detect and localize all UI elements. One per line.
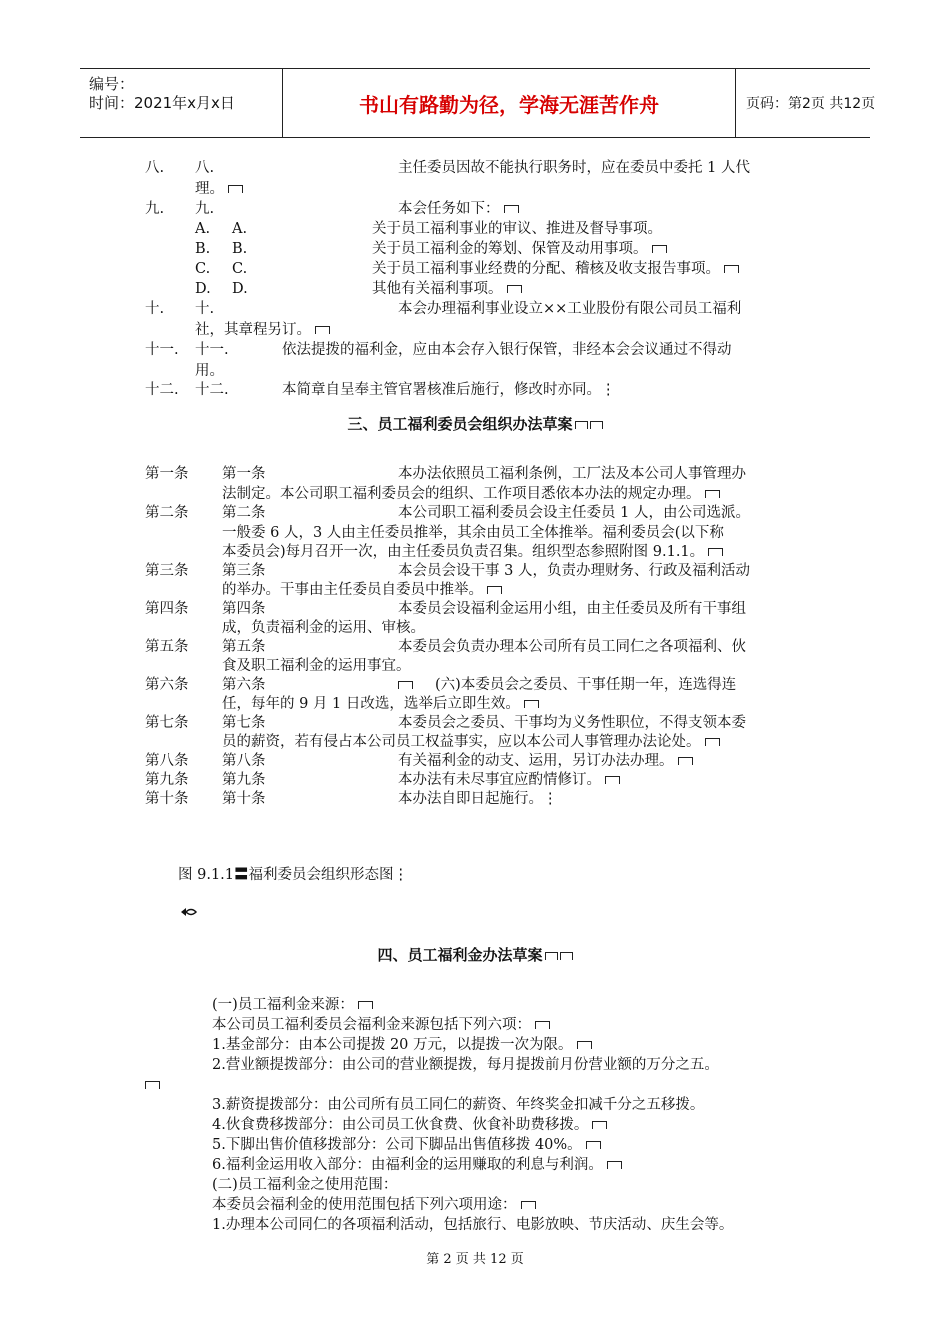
item-num: 十. (145, 301, 165, 317)
paragraph-mark-icon (504, 205, 519, 213)
header-page-info: 页码：第2页 共12页 (746, 96, 876, 112)
paragraph-mark-icon (575, 421, 588, 429)
task-letter-dup: D. (232, 281, 248, 297)
figure-caption: 图 9.1.1〓福利委员会组织形态图⋮ (178, 867, 409, 883)
paragraph-mark-icon (145, 1076, 160, 1094)
paragraph-mark-icon (708, 548, 723, 556)
item-num: 十一. (145, 342, 179, 358)
task-text: 关于员工福利金的筹划、保管及动用事项。 (372, 240, 667, 258)
body-line: 1.办理本公司同仁的各项福利活动，包括旅行、电影放映、节庆活动、庆生会等。 (212, 1217, 734, 1233)
paragraph-mark-icon (705, 738, 720, 746)
task-letter: D. (195, 281, 211, 297)
task-letter: B. (195, 241, 211, 257)
task-letter: C. (195, 261, 211, 277)
header-meta (80, 69, 283, 137)
doc-time: 时间：2021年x月x日 (89, 94, 235, 112)
article-text: 本办法自即日起施行。⋮ (398, 791, 558, 807)
article-num: 第九条 (145, 772, 189, 788)
item-text: 本会办理福利事业设立××工业股份有限公司员工福利 (398, 301, 742, 317)
task-letter-dup: C. (232, 261, 248, 277)
article-text: 本办法依照员工福利条例，工厂法及本公司人事管理办 (398, 466, 746, 482)
article-num: 第七条 (145, 715, 189, 731)
article-num-dup: 第一条 (222, 466, 266, 482)
body-line: 1.基金部分：由本公司提拨 20 万元，以提拨一次为限。 (212, 1036, 592, 1054)
item-num-dup: 十二. (195, 382, 229, 398)
item-num: 八. (145, 160, 165, 176)
article-num: 第一条 (145, 466, 189, 482)
anchor-icon (180, 906, 198, 921)
paragraph-mark-icon (521, 1201, 536, 1209)
item-num-dup: 十一. (195, 342, 229, 358)
article-num-dup: 第六条 (222, 677, 266, 693)
item-text: 依法提拨的福利金，应由本会存入银行保管，非经本会会议通过不得动 (282, 342, 732, 358)
task-text: 其他有关福利事项。 (372, 280, 522, 298)
article-line: 任，每年的 9 月 1 日改选，选举后立即生效。 (222, 695, 539, 713)
article-num: 第六条 (145, 677, 189, 693)
article-text: 本委员会之委员、干事均为义务性职位，不得支领本委 (398, 715, 746, 731)
paragraph-mark-icon (398, 681, 413, 689)
paragraph-mark-icon (678, 757, 693, 765)
article-num: 第二条 (145, 505, 189, 521)
paragraph-mark-icon (560, 952, 573, 960)
item-num-dup: 九. (195, 201, 215, 217)
item-text: 本会任务如下： (398, 200, 519, 218)
paragraph-mark-icon (487, 586, 502, 594)
task-letter-dup: B. (232, 241, 248, 257)
paragraph-mark-icon (315, 326, 330, 334)
article-num-dup: 第七条 (222, 715, 266, 731)
article-line: 一般委 6 人，3 人由主任委员推举，其余由员工全体推举。福利委员会(以下称 (222, 525, 724, 541)
article-num-dup: 第三条 (222, 563, 266, 579)
paragraph-mark-icon (605, 776, 620, 784)
header-motto: 书山有路勤为径，学海无涯苦作舟 (283, 69, 736, 137)
paragraph-mark-icon (592, 1121, 607, 1129)
article-text: (六)本委员会之委员、干事任期一年，连选得连 (398, 676, 736, 694)
article-text: 本委员会负责办理本公司所有员工同仁之各项福利、伙 (398, 639, 746, 655)
article-num-dup: 第二条 (222, 505, 266, 521)
task-text: 关于员工福利事业经费的分配、稽核及收支报告事项。 (372, 260, 739, 278)
body-line: (二)员工福利金之使用范围： (212, 1177, 398, 1193)
paragraph-mark-icon (577, 1041, 592, 1049)
article-line: 成，负责福利金的运用、审核。 (222, 620, 425, 636)
item-text-cont: 社，其章程另订。 (195, 321, 330, 339)
article-text: 本委员会设福利金运用小组，由主任委员及所有干事组 (398, 601, 746, 617)
paragraph-mark-icon (590, 421, 603, 429)
item-text-cont: 理。 (195, 180, 243, 198)
section-title: 四、员工福利金办法草案 (0, 944, 950, 965)
item-num: 九. (145, 201, 165, 217)
article-num: 第四条 (145, 601, 189, 617)
article-num-dup: 第十条 (222, 791, 266, 807)
article-line: 的举办。干事由主任委员自委员中推举。 (222, 581, 502, 599)
paragraph-mark-icon (524, 700, 539, 708)
article-num-dup: 第九条 (222, 772, 266, 788)
body-line: 5.下脚出售价值移拨部分：公司下脚品出售值移拨 40%。 (212, 1136, 601, 1154)
article-num: 第八条 (145, 753, 189, 769)
item-num-dup: 八. (195, 160, 215, 176)
paragraph-mark-icon (724, 265, 739, 273)
article-text: 本公司职工福利委员会设主任委员 1 人，由公司选派。 (398, 505, 750, 521)
item-text-cont: 用。 (195, 363, 224, 379)
article-num: 第五条 (145, 639, 189, 655)
article-line: 食及职工福利金的运用事宜。 (222, 658, 411, 674)
page-footer: 第 2 页 共 12 页 (426, 1252, 524, 1267)
paragraph-mark-icon (358, 1001, 373, 1009)
article-num-dup: 第五条 (222, 639, 266, 655)
paragraph-mark-icon (535, 1021, 550, 1029)
article-num-dup: 第八条 (222, 753, 266, 769)
article-num-dup: 第四条 (222, 601, 266, 617)
paragraph-mark-icon (507, 285, 522, 293)
task-letter: A. (195, 221, 211, 237)
item-text: 本简章自呈奉主管官署核准后施行，修改时亦同。⋮ (282, 382, 616, 398)
doc-number: 编号： (89, 75, 135, 93)
article-text: 本会员会设干事 3 人，负责办理财务、行政及福利活动 (398, 563, 750, 579)
body-line: 本委员会福利金的使用范围包括下列六项用途： (212, 1196, 536, 1214)
item-text: 主任委员因故不能执行职务时，应在委员中委托 1 人代 (398, 160, 750, 176)
body-line: 6.福利金运用收入部分：由福利金的运用赚取的利息与利润。 (212, 1156, 622, 1174)
paragraph-mark-icon (545, 952, 558, 960)
article-text: 有关福利金的动支、运用，另订办法办理。 (398, 752, 693, 770)
item-num: 十二. (145, 382, 179, 398)
page-header (80, 68, 876, 138)
article-line: 员的薪资，若有侵占本公司员工权益事实，应以本公司人事管理办法论处。 (222, 733, 720, 751)
body-line: 本公司员工福利委员会福利金来源包括下列六项： (212, 1016, 550, 1034)
paragraph-mark-icon (228, 185, 243, 193)
article-line: 法制定。本公司职工福利委员会的组织、工作项目悉依本办法的规定办理。 (222, 485, 720, 503)
section-title: 三、员工福利委员会组织办法草案 (0, 413, 950, 434)
body-line: 3.薪资提拨部分：由公司所有员工同仁的薪资、年终奖金扣减千分之五移拨。 (212, 1097, 705, 1113)
task-letter-dup: A. (232, 221, 248, 237)
body-line: 4.伙食费移拨部分：由公司员工伙食费、伙食补助费移拨。 (212, 1116, 607, 1134)
paragraph-mark-icon (652, 245, 667, 253)
paragraph-mark-icon (586, 1141, 601, 1149)
article-text: 本办法有未尽事宜应酌情修订。 (398, 771, 620, 789)
article-num: 第三条 (145, 563, 189, 579)
paragraph-mark-icon (607, 1161, 622, 1169)
article-line: 本委员会)每月召开一次，由主任委员负责召集。组织型态参照附图 9.1.1。 (222, 543, 723, 561)
body-line: (一)员工福利金来源： (212, 996, 373, 1014)
article-num: 第十条 (145, 791, 189, 807)
item-num-dup: 十. (195, 301, 215, 317)
task-text: 关于员工福利事业的审议、推进及督导事项。 (372, 221, 662, 237)
paragraph-mark-icon (705, 490, 720, 498)
body-line: 2.营业额提拨部分：由公司的营业额提拨，每月提拨前月份营业额的万分之五。 (212, 1057, 719, 1073)
